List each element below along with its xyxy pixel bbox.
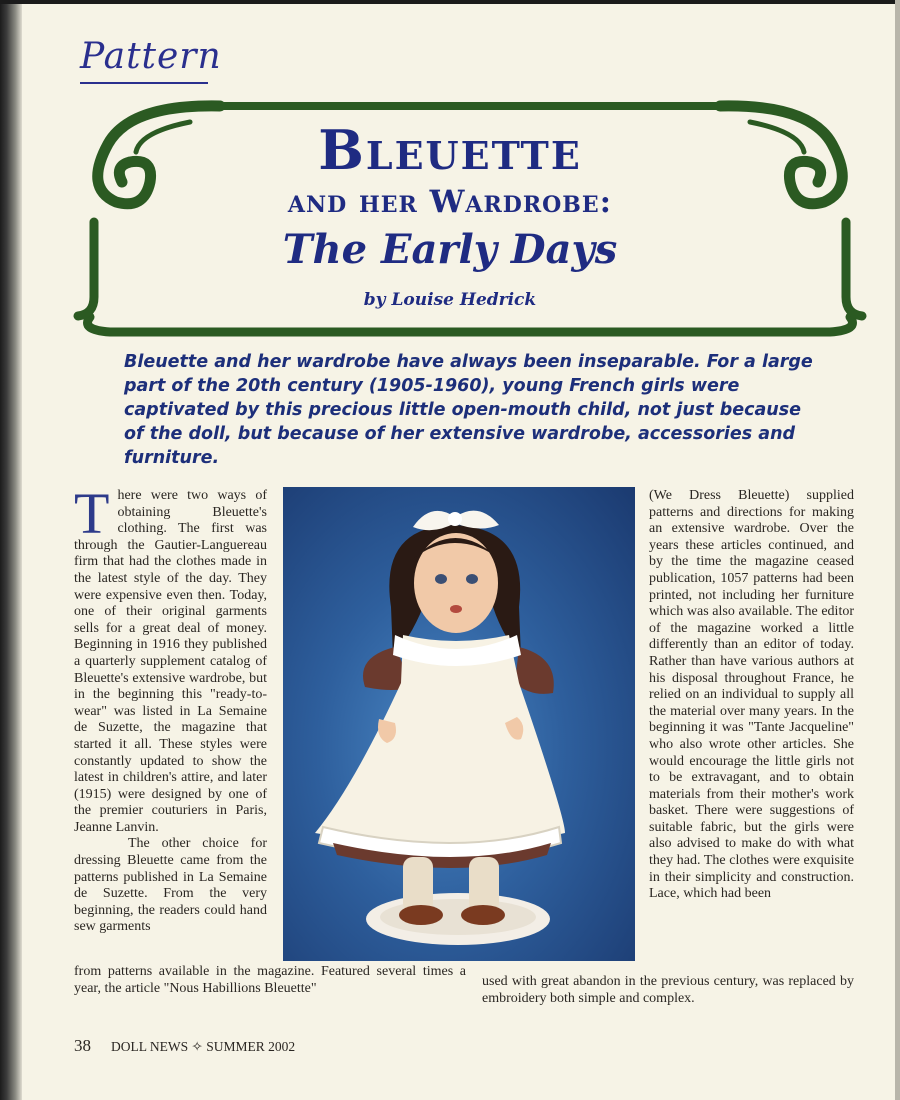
issue-date: SUMMER 2002 (206, 1039, 296, 1054)
byline: by Louise Hedrick (363, 290, 537, 310)
left-column (74, 481, 267, 936)
doll-illustration (283, 487, 635, 961)
page-footer (74, 1036, 295, 1056)
footer-publication (111, 1039, 295, 1055)
page-number: 38 (74, 1036, 91, 1055)
left-paragraph-2: The other choice for dressing Bleuette came from the patterns published in La Semaine de Suzette. From the very beginning, the readers could hand sew garments (74, 836, 267, 935)
right-column (649, 488, 854, 903)
right-column-text: (We Dress Bleuette) supplied patterns and directions for making an extensive wardrobe. Over the years these articles continued, and by the time the magazine ceased publication, 1057 patterns had been printed, not including her furniture which was also available. The editor of the magazine worked a little differently than an editor of today. Rather than have various authors at his disposal throughout France, he relied on an individual to supply all the material over many years. In the beginning it was "Tante Jacqueline" who also wrote other articles. She would encourage the little girls not to be extravagant, and to obtain materials from their mother's work basket. There were suggestions of suitable fabric, but the girls were also advised to make do with what they had. The clothes were exquisite in their simplicity and construction. Lace, which had been (649, 488, 854, 902)
section-label-underline (80, 82, 208, 84)
footer-separator: ✧ (191, 1039, 203, 1054)
right-span-text: used with great abandon in the previous century, was replaced by embroidery both simple and complex. (482, 974, 854, 1006)
article-title: Bleuette (318, 118, 582, 182)
left-paragraph-1 (74, 481, 267, 836)
publication-name: DOLL NEWS (111, 1039, 189, 1054)
article-script-subtitle: The Early Days (282, 226, 618, 273)
section-label: Pattern (80, 36, 222, 77)
page-top-edge (0, 0, 900, 4)
left-span-text: from patterns available in the magazine. Featured several times a year, the article "Nous Habillions Bleuette" (74, 964, 466, 996)
drop-cap: T (74, 481, 110, 546)
doll-photo (283, 487, 635, 961)
left-paragraph-1-text: here were two ways of obtaining Bleuette's clothing. The first was through the Gautier-Languereau firm that had the clothes made in the latest style of the day. They were expensive even then. Today, one of their original garments sells for a great deal of money. Beginning in 1916 they published a quarterly supplement catalog of Bleuette's extensive wardrobe, but in the beginning this "ready-to-wear" was listed in La Semaine de Suzette, the magazine that started it all. These styles were constantly updated to show the latest in children's attire, and later (1915) were designed by one of the premier couturiers in Paris, Jeanne Lanvin. (74, 488, 267, 835)
intro-paragraph: Bleuette and her wardrobe have always been inseparable. For a large part of the 20th century (1905-1960), young French girls were captivated by this precious little open-mouth child, not just because of the doll, but because of her extensive wardrobe, accessories and furniture. (124, 352, 813, 468)
article-subtitle: and her Wardrobe: (287, 184, 613, 220)
